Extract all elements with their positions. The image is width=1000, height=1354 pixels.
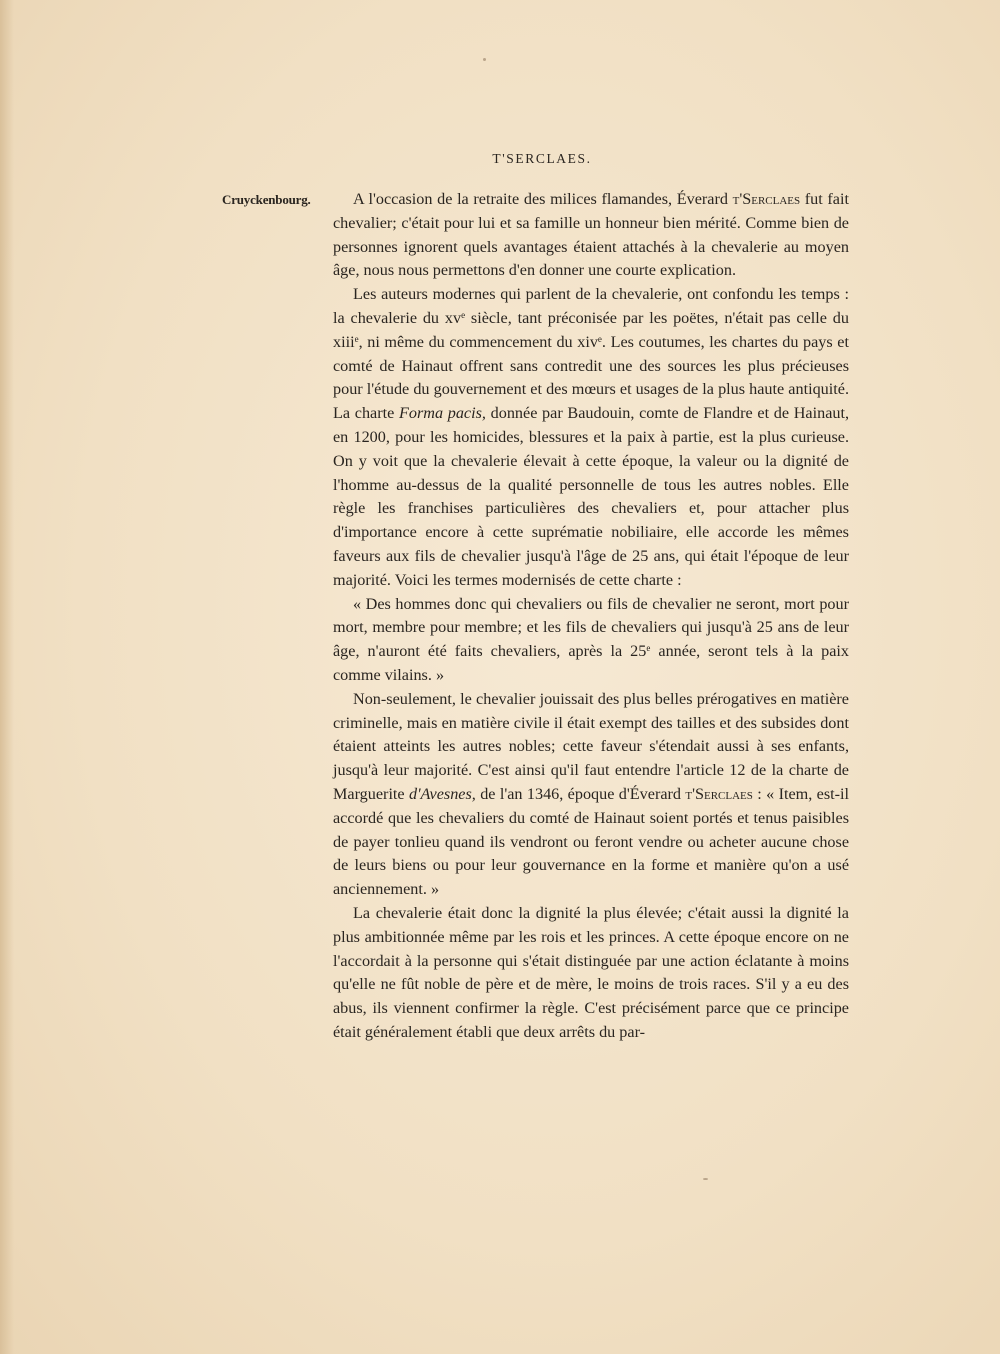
text-run: . Les coutumes, les chartes du pays et comté de Hainaut offrent sans contredit une des sources les plus précieuses pour l'étude du gouvernement et des mœurs et usages de la plus haute antiquité. La charte (333, 332, 849, 423)
text-run: Non-seulement, le chevalier jouissait des plus belles prérogatives en matière criminelle, mais en matière civile il était exempt des tailles et des subsides dont étaient atteints les autres nobles; cette faveur s'étendait aussi à ses enfants, jusqu'à leur majorité. C'est ainsi qu'il faut entendre l'article 12 de la charte de Marguerite (333, 689, 849, 803)
text-run: A l'occasion de la retraite des milices flamandes, Éverard (353, 190, 733, 208)
paragraph (333, 902, 849, 1045)
paragraph (333, 283, 849, 592)
running-head: T'SERCLAES. (492, 151, 592, 166)
italic-text: Forma pacis, (398, 404, 486, 423)
paragraph (333, 688, 849, 902)
superscript: e (597, 333, 602, 344)
superscript: e (354, 333, 359, 344)
text-run: de l'an 1346, époque d'Éverard (475, 784, 686, 803)
text-run: Les auteurs modernes qui parlent de la chevalerie, ont confondu les temps : la chevalerie du xv (333, 285, 849, 327)
paper-speck (703, 1178, 708, 1180)
name-small-caps: t'Serclaes (732, 190, 801, 208)
text-run: siècle, tant préconisée par les poëtes, n'était pas celle du xiii (333, 308, 849, 351)
superscript: e (646, 643, 651, 654)
page-edge-shadow (0, 0, 14, 1354)
text-run: année, seront tels à la paix comme vilains. » (333, 642, 849, 684)
body-text (333, 188, 849, 1045)
text-run: , ni même du commencement du xiv (358, 332, 598, 351)
paper-speck (483, 58, 486, 61)
superscript: e (461, 309, 466, 320)
paragraph (333, 188, 849, 283)
italic-text: d'Avesnes, (408, 784, 476, 803)
name-small-caps: t'Serclaes (685, 784, 753, 803)
margin-note: Cruyckenbourg. (222, 192, 311, 207)
text-run: La chevalerie était donc la dignité la plus élevée; c'était aussi la dignité la plus ambitionnée même par les rois et les princes. A cette époque encore on ne l'accordait à la personne qui s'était distinguée par une action éclatante à moins qu'elle ne fût noble de père et de mère, le moins de trois races. S'il y a eu des abus, ils viennent confirmer la règle. C'est précisément parce que ce principe était généralement établi que deux arrêts du par- (333, 903, 849, 1041)
text-run: fut fait chevalier; c'était pour lui et sa famille un honneur bien mérité. Comme bien de personnes ignorent quels avantages étaient attachés à la chevalerie au moyen âge, nous nous permettons d'en donner une courte explication. (333, 190, 849, 280)
quotation-paragraph (333, 593, 849, 688)
text-run: donnée par Baudouin, comte de Flandre et de Hainaut, en 1200, pour les homicides, blessures et la paix à partie, est la plus curieuse. On y voit que la chevalerie élevait à cette époque, la valeur ou la dignité de l'homme au-dessus de la qualité personnelle de tous les autres nobles. Elle règle les franchises particulières des chevaliers et, pour attacher plus d'importance encore à cette suprématie nobiliaire, elle accorde les mêmes faveurs aux fils de chevalier jusqu'à l'âge de 25 ans, qui était l'époque de leur majorité. Voici les termes modernisés de cette charte : (333, 404, 850, 589)
text-run: « Des hommes donc qui chevaliers ou fils de chevalier ne seront, mort pour mort, membre pour membre; et les fils de chevaliers qui jusqu'à 25 ans de leur âge, n'auront été faits chevaliers, après la 25 (333, 594, 849, 661)
text-run: : « Item, est-il accordé que les chevaliers du comté de Hainaut soient portés et tenus paisibles de payer tonlieu quand ils vendront ou feront vendre ou acheter aucune chose de leurs biens ou pour leur gouvernance en la forme et manière qu'on a usé anciennement. » (333, 784, 850, 899)
